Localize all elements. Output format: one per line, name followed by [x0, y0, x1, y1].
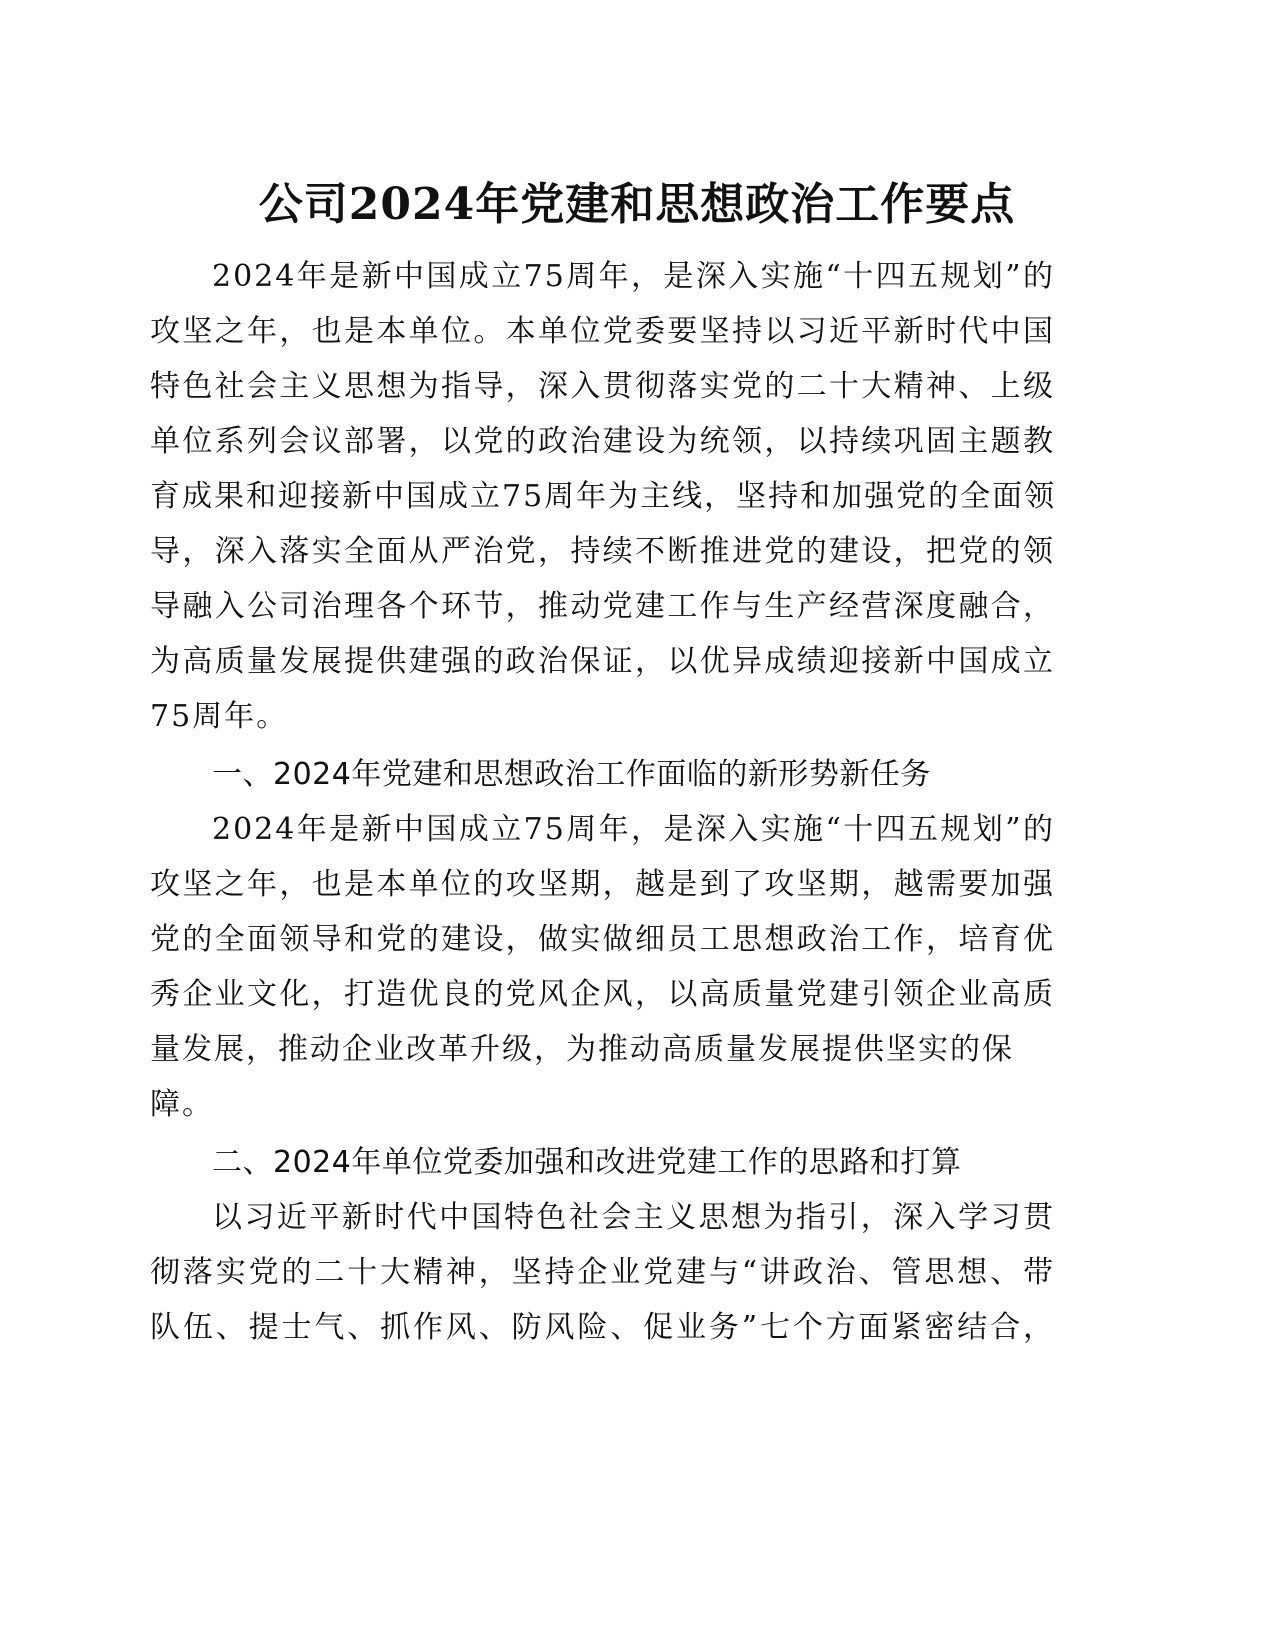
text-line: 彻落实党的二十大精神，坚持企业党建与“讲政治、管思想、带	[150, 1255, 1055, 1290]
text-line: 党的全面领导和党的建设，做实做细员工思想政治工作，培育优	[150, 922, 1055, 957]
text-line: 量发展，推动企业改革升级，为推动高质量发展提供坚实的保	[150, 1032, 1014, 1067]
text-line: 为高质量发展提供建强的政治保证，以优异成绩迎接新中国成立	[150, 644, 1055, 679]
text-line: 障。	[150, 1087, 214, 1122]
text-line: 队伍、提士气、抓作风、防风险、促业务”七个方面紧密结合，	[150, 1310, 1055, 1345]
text-line: 导融入公司治理各个环节，推动党建工作与生产经营深度融合，	[150, 589, 1055, 624]
text-line: 75周年。	[150, 699, 289, 734]
section-heading-1: 一、2024年党建和思想政治工作面临的新形势新任务	[212, 757, 931, 792]
text-line: 特色社会主义思想为指导，深入贯彻落实党的二十大精神、上级	[150, 369, 1055, 404]
text-line: 单位系列会议部署，以党的政治建设为统领，以持续巩固主题教	[150, 424, 1055, 459]
text-line: 攻坚之年，也是本单位。本单位党委要坚持以习近平新时代中国	[150, 314, 1055, 349]
section-heading-2: 二、2024年单位党委加强和改进党建工作的思路和打算	[212, 1145, 962, 1180]
text-line: 2024年是新中国成立75周年，是深入实施“十四五规划”的	[212, 259, 1055, 294]
text-line: 秀企业文化，打造优良的党风企风，以高质量党建引领企业高质	[150, 977, 1055, 1012]
text-line: 以习近平新时代中国特色社会主义思想为指引，深入学习贯	[212, 1200, 1055, 1235]
document-title: 公司2024年党建和思想政治工作要点	[258, 179, 1016, 230]
text-line: 育成果和迎接新中国成立75周年为主线，坚持和加强党的全面领	[150, 479, 1057, 514]
text-line: 攻坚之年，也是本单位的攻坚期，越是到了攻坚期，越需要加强	[150, 867, 1055, 902]
text-line: 2024年是新中国成立75周年，是深入实施“十四五规划”的	[212, 812, 1055, 847]
text-line: 导，深入落实全面从严治党，持续不断推进党的建设，把党的领	[150, 534, 1055, 569]
